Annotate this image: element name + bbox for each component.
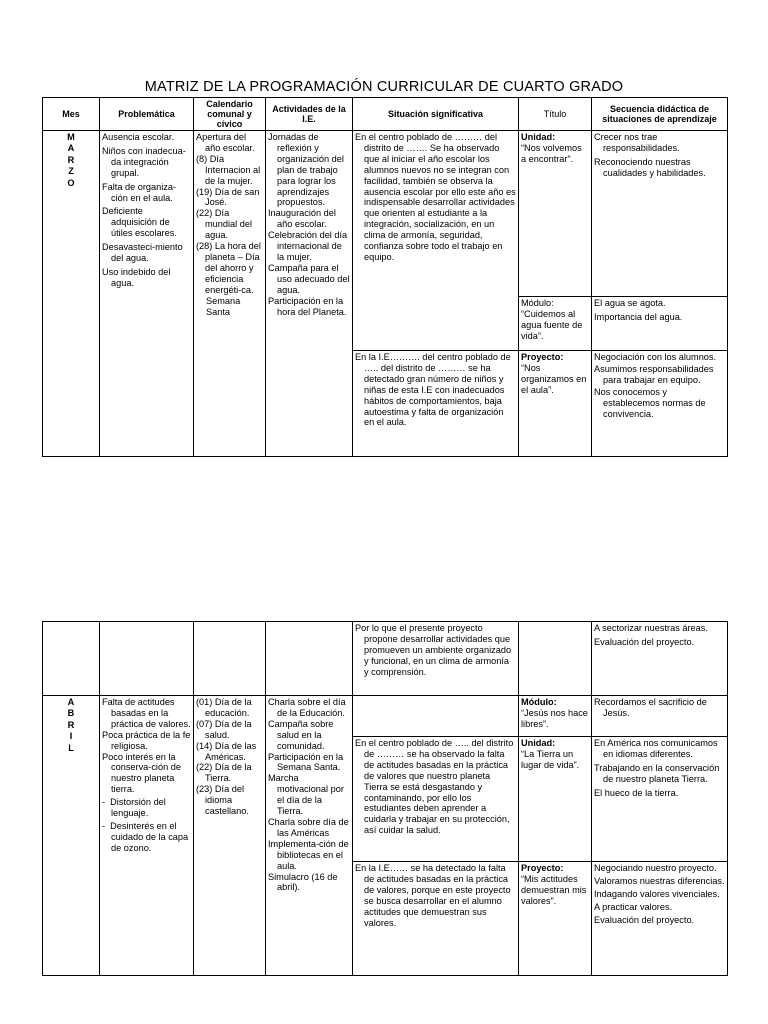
- problematica-abril: Falta de actitudes basadas en la práctica de valores. Poca práctica de la fe religiosa. Poco interés en la conserva-ción de nuestro planeta tierra. - Distorsión del lenguaje. - Desinterés en el cuidado de la capa de ozono.: [100, 696, 194, 976]
- month-abril: A B R I L: [43, 696, 100, 976]
- titulo-unidad-abril: Unidad: “La Tierra un lugar de vida”.: [519, 737, 592, 862]
- secuencia-proyecto-marzo: Negociación con los alumnos. Asumimos responsabilidades para trabajar en equipo. Nos conocemos y establecemos normas de convivencia.: [592, 351, 728, 457]
- empty-cell: [194, 622, 266, 696]
- titulo-proyecto-marzo: Proyecto: “Nos organizamos en el aula”.: [519, 351, 592, 457]
- dash-item: - Distorsión del lenguaje.: [102, 797, 166, 819]
- calendario-abril: (01) Día de la educación. (07) Día de la salud. (14) Día de las Américas. (22) Día de la Tierra. (23) Día del idioma castellano.: [194, 696, 266, 976]
- situacion-abril-2: En la I.E…… se ha detectado la falta de actitudes basadas en la práctica de valores, porque en este proyecto se busca desarrollar en el alumno actitudes que demuestran sus valores.: [353, 862, 519, 976]
- titulo-unidad-marzo: Unidad: “Nos volvemos a encontrar”.: [519, 131, 592, 297]
- situacion-continuacion: Por lo que el presente proyecto propone desarrollar actividades que promueven un ambiente organizado y funcional, en un clima de armonía y comprensión.: [353, 622, 519, 696]
- curriculum-table-marzo: [42, 97, 728, 457]
- header-mes: Mes: [43, 98, 100, 131]
- situacion-marzo-2: En la I.E………. del centro poblado de ….. del distrito de ……… se ha detectado gran número de niños y niñas de esta I.E con inadecuados hábitos de comportamientos, baja autoestima y falta de organización en el aula.: [353, 351, 519, 457]
- situacion-abril-1: En el centro poblado de ….. del distrito de ……… se ha observado la falta de actitudes basadas en la práctica de valores que nuestro planeta Tierra se está desgastando y contaminando, por ello los estudiantes deben aprender a cuidarla y trabajar en su protección, así cuidar la salud.: [353, 737, 519, 862]
- empty-cell: [43, 622, 100, 696]
- problematica-marzo: Ausencia escolar. Niños con inadecua-da integración grupal. Falta de organiza-ción en el aula. Deficiente adquisición de útiles escolares. Desavasteci-miento del agua. Uso indebido del agua.: [100, 131, 194, 457]
- empty-cell: [266, 622, 353, 696]
- secuencia-modulo-marzo: El agua se agota. Importancia del agua.: [592, 297, 728, 351]
- secuencia-modulo-abril: Recordamos el sacrificio de Jesús.: [592, 696, 728, 737]
- dash-item: - Desinterés en el cuidado de la capa de ozono.: [102, 820, 189, 853]
- titulo-modulo-marzo: Módulo: “Cuidemos al agua fuente de vida”.: [519, 297, 592, 351]
- secuencia-proyecto-abril: Negociando nuestro proyecto. Valoramos nuestras diferencias. Indagando valores vivenciales. A practicar valores. Evaluación del proyecto.: [592, 862, 728, 976]
- titulo-modulo-abril: Módulo: “Jesús nos hace libres”.: [519, 696, 592, 737]
- header-secuencia: Secuencia didáctica de situaciones de aprendizaje: [592, 98, 728, 131]
- actividades-abril: Charla sobre el día de la Educación. Campaña sobre salud en la comunidad. Participación en la Semana Santa. Marcha motivacional por el día de la Tierra. Charla sobre día de las Américas Implementa-ción de bibliotecas en el aula. Simulacro (16 de abril).: [266, 696, 353, 976]
- situacion-marzo-1: En el centro poblado de ……… del distrito de ……. Se ha observado que al iniciar el año escolar los alumnos nuevos no se integran con facilidad, también se observa la ausencia escolar por ello este año es indispensable desarrollar actividades que orienten al estudiante a la integración, socialización, en un clima de armonía, seguridad, confianza sobre todo el trabajo en equipo.: [353, 131, 519, 351]
- header-problematica: Problemática: [100, 98, 194, 131]
- empty-cell: [100, 622, 194, 696]
- document-title: MATRIZ DE LA PROGRAMACIÓN CURRICULAR DE CUARTO GRADO: [144, 79, 624, 95]
- secuencia-unidad-abril: En América nos comunicamos en idiomas diferentes. Trabajando en la conservación de nuestro planeta Tierra. El hueco de la tierra.: [592, 737, 728, 862]
- actividades-marzo: Jornadas de reflexión y organización del plan de trabajo para lograr los aprendizajes propuestos. Inauguración del año escolar. Celebración del día internacional de la mujer. Campaña para el uso adecuado del agua. Participación en la hora del Planeta.: [266, 131, 353, 457]
- calendario-marzo: Apertura del año escolar. (8) Día Internacion al de la mujer. (19) Día de san José. (22) Día mundial del agua. (28) La hora del planeta – Día del ahorro y eficiencia energéti-ca. Semana Santa: [194, 131, 266, 457]
- curriculum-table-abril: [42, 621, 728, 976]
- header-titulo: Título: [519, 98, 592, 131]
- header-calendario: Calendario comunal y cívico: [194, 98, 266, 131]
- secuencia-continuacion: A sectorizar nuestras áreas. Evaluación del proyecto.: [592, 622, 728, 696]
- empty-cell: [519, 622, 592, 696]
- header-actividades: Actividades de la I.E.: [266, 98, 353, 131]
- titulo-proyecto-abril: Proyecto: “Mis actitudes demuestran mis valores”.: [519, 862, 592, 976]
- empty-cell: [353, 696, 519, 737]
- month-marzo: M A R Z O: [43, 131, 100, 457]
- header-situacion: Situación significativa: [353, 98, 519, 131]
- secuencia-unidad-marzo: Crecer nos trae responsabilidades. Reconociendo nuestras cualidades y habilidades.: [592, 131, 728, 297]
